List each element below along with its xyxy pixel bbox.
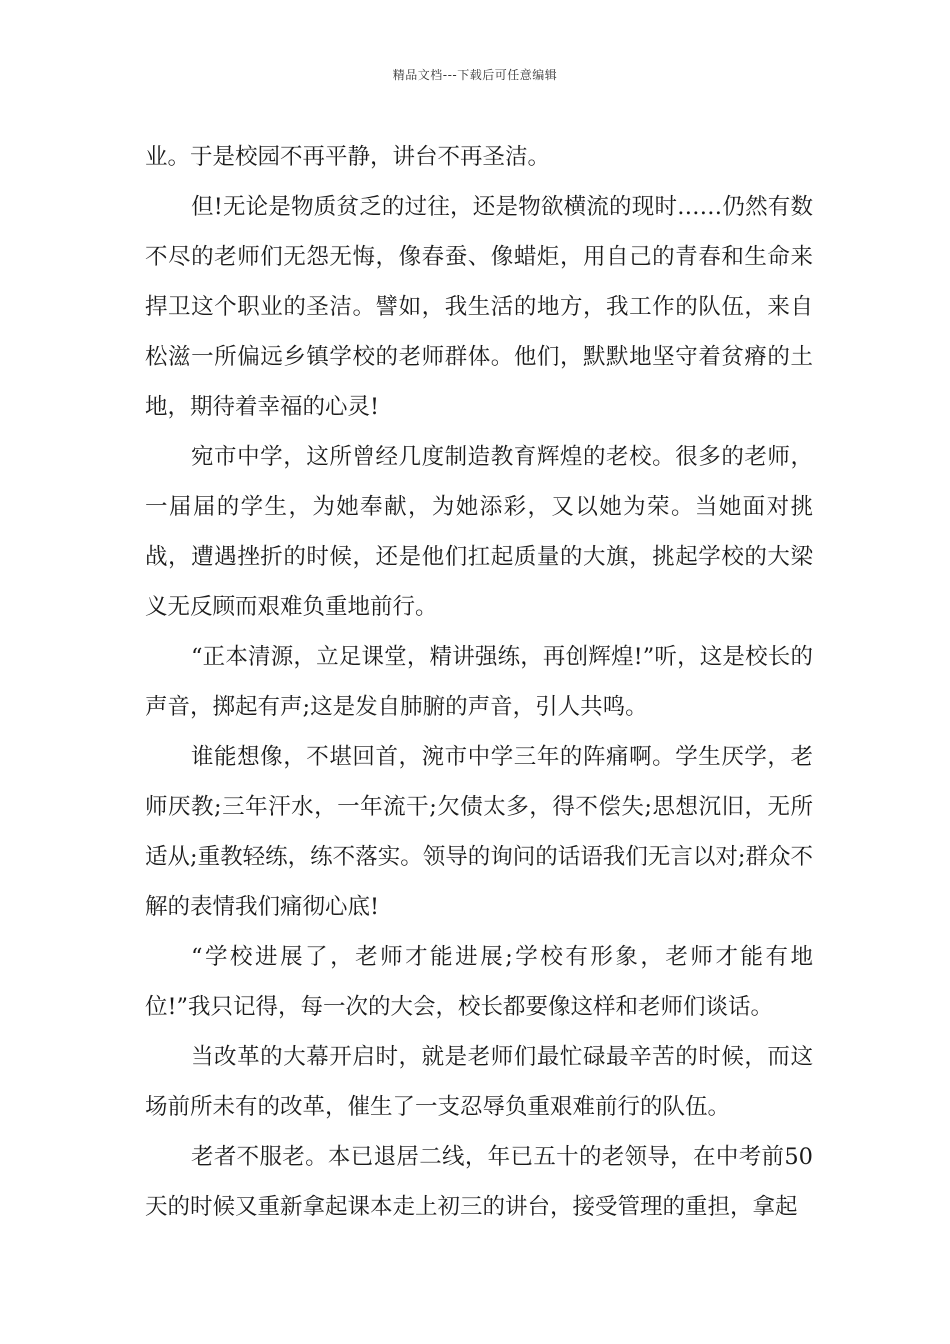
page-header: 精品文档---下载后可任意编辑: [392, 68, 558, 82]
paragraph-2: 但!无论是物质贫乏的过往，还是物欲横流的现时……仍然有数不尽的老师们无怨无悔，像春蚕、像蜡炬，用自己的青春和生命来捍卫这个职业的圣洁。譬如，我生活的地方，我工作的队伍，来自松滋一所偏远乡镇学校的老师群体。他们，默默地坚守着贫瘠的土地，期待着幸福的心灵!: [145, 194, 813, 420]
paragraph-8: 老者不服老。本已退居二线，年已五十的老领导，在中考前50天的时候又重新拿起课本走上初三的讲台，接受管理的重担，拿起: [145, 1144, 813, 1220]
paragraph-3: 宛市中学，这所曾经几度制造教育辉煌的老校。很多的老师，一届届的学生，为她奉献，为她添彩，又以她为荣。当她面对挑战，遭遇挫折的时候，还是他们扛起质量的大旗，挑起学校的大梁义无反顾而艰难负重地前行。: [145, 444, 813, 620]
paragraph-7: 当改革的大幕开启时，就是老师们最忙碌最辛苦的时候，而这场前所未有的改革，催生了一支忍辱负重艰难前行的队伍。: [145, 1044, 813, 1120]
paragraph-6: “学校进展了，老师才能进展;学校有形象，老师才能有地位!”我只记得，每一次的大会，校长都要像这样和老师们谈话。: [145, 944, 813, 1020]
paragraph-4: “正本清源，立足课堂，精讲强练，再创辉煌!”听，这是校长的声音，掷起有声;这是发自肺腑的声音，引人共鸣。: [145, 644, 813, 720]
paragraph-1: 业。于是校园不再平静，讲台不再圣洁。: [145, 144, 551, 170]
paragraph-5: 谁能想像，不堪回首，涴市中学三年的阵痛啊。学生厌学，老师厌教;三年汗水，一年流干;欠债太多，得不偿失;思想沉旧，无所适从;重教轻练，练不落实。领导的询问的话语我们无言以对;群众不解的表情我们痛彻心底!: [145, 744, 813, 920]
document-body: [145, 132, 813, 1232]
